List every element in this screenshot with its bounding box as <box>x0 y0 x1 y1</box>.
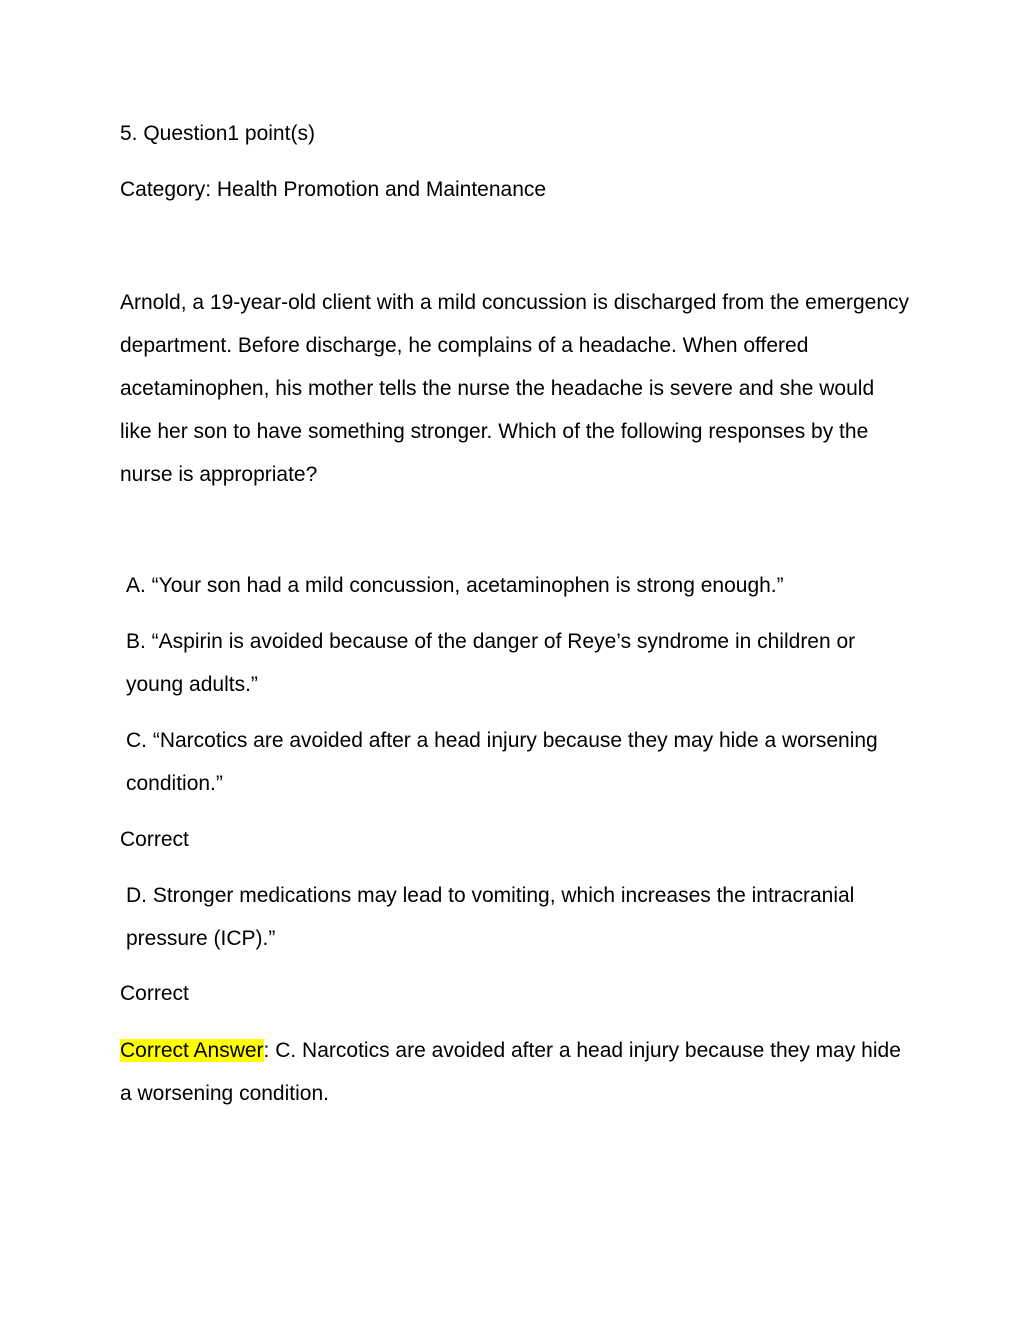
correct-answer-label: Correct Answer <box>120 1039 264 1062</box>
option-c: C. “Narcotics are avoided after a head injury because they may hide a worsening condition.” <box>126 729 878 795</box>
question-stem: Arnold, a 19-year-old client with a mild concussion is discharged from the emergency department. Before discharge, he complains of a headache. When offered acetaminophen, his mother tells the nurse the headache is severe and she would like her son to have something stronger. Which of the following responses by the nurse is appropriate? <box>120 291 910 486</box>
correct-answer <box>120 1029 910 1115</box>
option-b: B. “Aspirin is avoided because of the danger of Reye’s syndrome in children or young adults.” <box>126 630 856 696</box>
option-d-status: Correct <box>120 982 189 1005</box>
option-d: D. Stronger medications may lead to vomiting, which increases the intracranial pressure (ICP).” <box>126 884 855 950</box>
correct-answer-text: : C. Narcotics are avoided after a head injury because they may hide a worsening condition. <box>120 1039 901 1105</box>
question-header: 5. Question1 point(s) <box>120 122 315 145</box>
option-a: A. “Your son had a mild concussion, acetaminophen is strong enough.” <box>126 574 784 597</box>
option-c-status: Correct <box>120 828 189 851</box>
question-category: Category: Health Promotion and Maintenance <box>120 178 547 201</box>
